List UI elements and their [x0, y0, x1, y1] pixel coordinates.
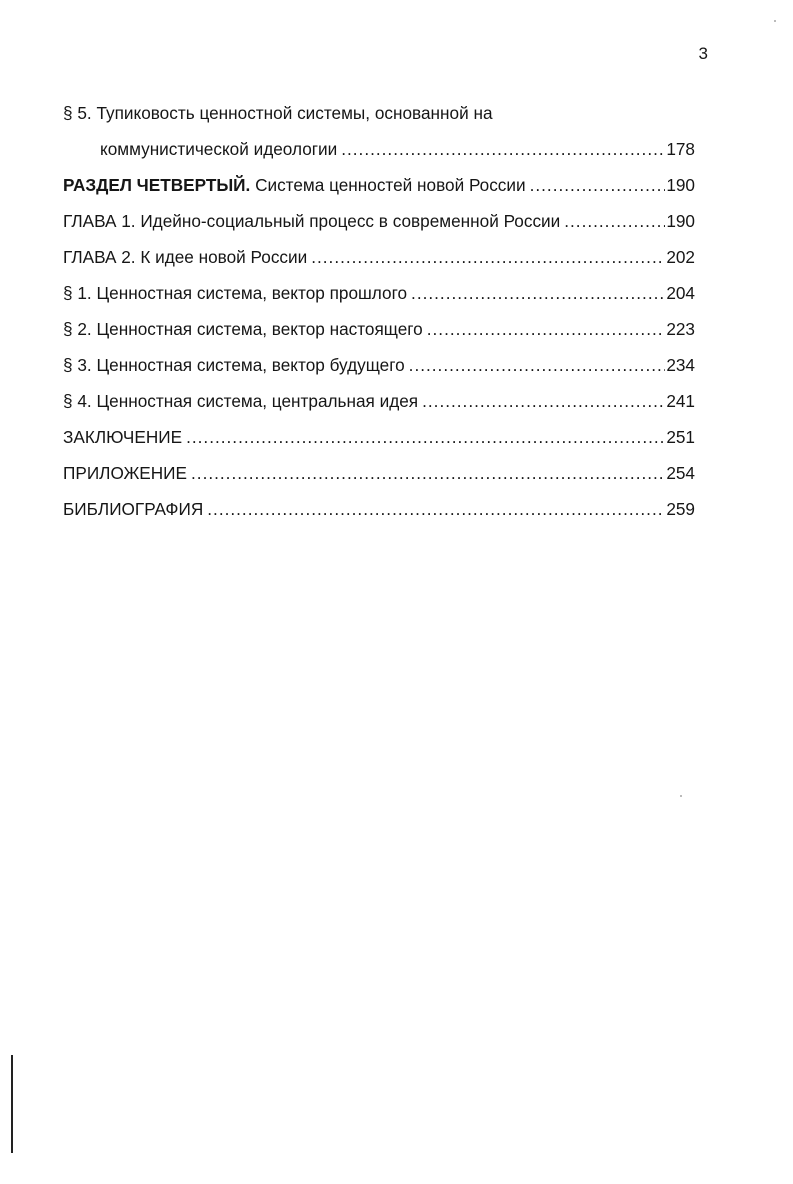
toc-entry-page: 204: [666, 283, 695, 303]
toc-entry-title: коммунистической идеологии: [100, 139, 338, 159]
page-number: 3: [698, 44, 708, 63]
toc-entry-title: ГЛАВА 1. Идейно-социальный процесс в современной России: [63, 211, 561, 231]
dot-leader: [409, 355, 666, 376]
dot-leader: [207, 499, 665, 520]
toc-entry-page: 190: [666, 175, 695, 195]
scan-speck: [774, 20, 776, 22]
scan-speck: [680, 795, 682, 797]
toc-entry-title: БИБЛИОГРАФИЯ: [63, 499, 204, 519]
scan-margin-line: [11, 1055, 13, 1153]
dot-leader: [191, 463, 665, 484]
toc-entry-page: 190: [666, 211, 695, 231]
toc-entry-title: ПРИЛОЖЕНИЕ: [63, 463, 188, 483]
dot-leader: [427, 319, 666, 340]
toc-entry-page: 178: [666, 139, 695, 159]
toc-entry: [63, 355, 695, 391]
toc-entry-title: § 2. Ценностная система, вектор настоящего: [63, 319, 423, 339]
toc-entry: [63, 103, 695, 139]
toc-entry-page: 223: [666, 319, 695, 339]
toc-entry: [63, 319, 695, 355]
toc-entry-page: 234: [666, 355, 695, 375]
toc-entry-page: 251: [666, 427, 695, 447]
toc-entry-title: § 4. Ценностная система, центральная идея: [63, 391, 419, 411]
dot-leader: [186, 427, 665, 448]
toc-entry: [63, 247, 695, 283]
toc-entry-page: 202: [666, 247, 695, 267]
toc-entry-title: ЗАКЛЮЧЕНИЕ: [63, 427, 183, 447]
toc-entry: [63, 139, 695, 175]
section-title: Система ценностей новой России: [250, 175, 526, 195]
toc-entry-title: [63, 175, 526, 196]
toc-entry: [63, 391, 695, 427]
toc-entry-title: ГЛАВА 2. К идее новой России: [63, 247, 308, 267]
toc-entry: [63, 463, 695, 499]
dot-leader: [564, 211, 665, 232]
toc-entry-title: § 3. Ценностная система, вектор будущего: [63, 355, 405, 375]
toc-entry: [63, 283, 695, 319]
toc-entry-title: § 1. Ценностная система, вектор прошлого: [63, 283, 408, 303]
table-of-contents: [63, 103, 695, 535]
dot-leader: [341, 139, 665, 160]
toc-entry-page: 254: [666, 463, 695, 483]
toc-entry-page: 259: [666, 499, 695, 519]
toc-entry-title: § 5. Тупиковость ценностной системы, основанной на: [63, 103, 493, 123]
toc-entry: [63, 427, 695, 463]
section-label: РАЗДЕЛ ЧЕТВЕРТЫЙ.: [63, 175, 251, 195]
dot-leader: [530, 175, 666, 196]
toc-entry-page: 241: [666, 391, 695, 411]
dot-leader: [311, 247, 665, 268]
toc-entry: [63, 499, 695, 535]
dot-leader: [422, 391, 665, 412]
toc-entry-section-heading: [63, 175, 695, 211]
dot-leader: [411, 283, 665, 304]
toc-entry: [63, 211, 695, 247]
